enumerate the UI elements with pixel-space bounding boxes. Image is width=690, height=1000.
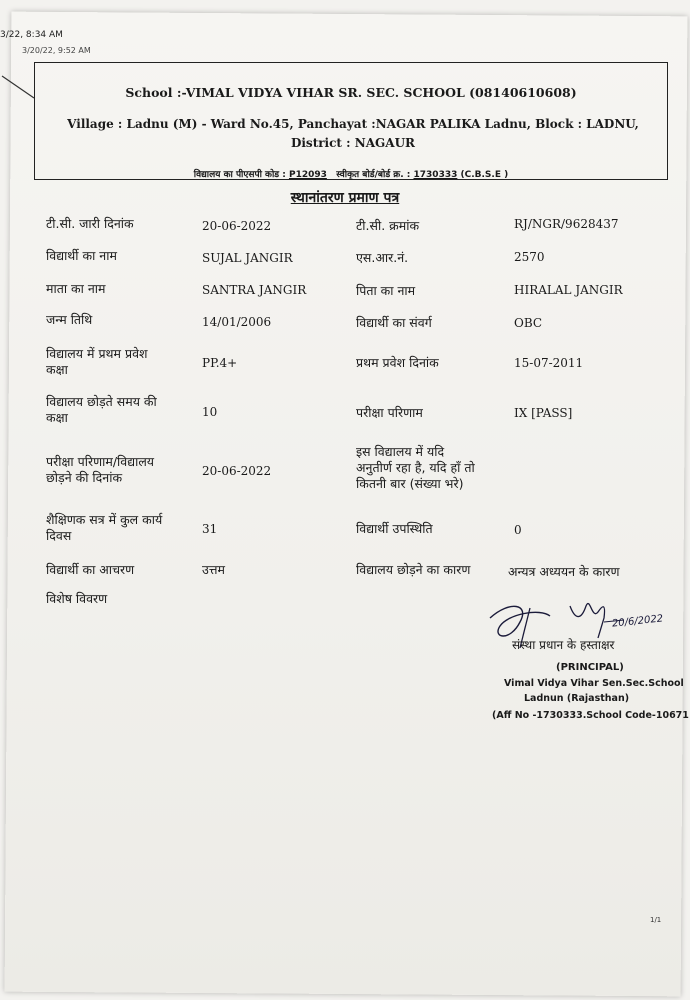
student-name-label: विद्यार्थी का नाम (46, 248, 117, 263)
page-number: 1/1 (650, 916, 662, 924)
failed-label-line1: इस विद्यालय में यदि (356, 444, 445, 459)
result-date-label-line2: छोड़ने की दिनांक (46, 470, 123, 485)
failed-label-line3: कितनी बार (संख्या भरे) (356, 476, 464, 491)
first-date: 15-07-2011 (514, 356, 584, 370)
working-days-label (46, 512, 162, 544)
conduct-label: विद्यार्थी का आचरण (46, 562, 135, 577)
father-name-label: पिता का नाम (356, 283, 416, 298)
signature-date: 20/6/2022 (611, 613, 664, 630)
attendance: 0 (514, 523, 522, 537)
dob: 14/01/2006 (202, 315, 272, 329)
faded-timestamp: 3/20/22, 9:52 AM (22, 46, 91, 55)
leaving-class-label-line2: कक्षा (46, 410, 68, 425)
failed-count-label (356, 444, 475, 492)
board-label: स्वीकृत बोर्ड/बोर्ड क्र. : (336, 170, 411, 180)
board-name: (C.B.S.E ) (460, 170, 509, 180)
board-code: 1730333 (413, 170, 458, 180)
first-date-label: प्रथम प्रवेश दिनांक (356, 355, 439, 370)
result-date: 20-06-2022 (202, 464, 272, 478)
stamp-principal: (PRINCIPAL) (556, 662, 624, 673)
sr-no-label: एस.आर.नं. (356, 250, 409, 265)
father-name: HIRALAL JANGIR (514, 283, 623, 297)
exam-result-label: परीक्षा परिणाम (356, 405, 423, 420)
school-header-box (34, 62, 668, 180)
failed-label-line2: अनुतीर्ण रहा है, यदि हाँ तो (356, 460, 475, 475)
signature-label: संस्था प्रधान के हस्ताक्षर (512, 638, 615, 652)
sr-no: 2570 (514, 250, 545, 264)
first-class-label-line2: कक्षा (46, 362, 68, 377)
category: OBC (514, 316, 543, 330)
tc-number: RJ/NGR/9628437 (514, 217, 619, 231)
result-date-label-line1: परीक्षा परिणाम/विद्यालय (46, 454, 155, 469)
school-name: School :-VIMAL VIDYA VIHAR SR. SEC. SCHOOL (08140610608) (125, 85, 577, 100)
print-timestamp: 3/22, 8:34 AM (0, 30, 63, 40)
tc-issue-date: 20-06-2022 (202, 219, 272, 233)
school-codes (35, 167, 667, 180)
leaving-reason-label: विद्यालय छोड़ने का कारण (356, 562, 471, 577)
first-class: PP.4+ (202, 356, 238, 370)
attendance-label: विद्यार्थी उपस्थिति (356, 521, 433, 536)
dob-label: जन्म तिथि (46, 312, 93, 327)
conduct: उत्तम (202, 562, 225, 577)
leaving-class-label (46, 394, 157, 426)
mother-name: SANTRA JANGIR (202, 283, 307, 297)
mother-name-label: माता का नाम (46, 281, 106, 296)
result-date-label (46, 454, 154, 486)
student-name: SUJAL JANGIR (202, 251, 293, 265)
leaving-class-label-line1: विद्यालय छोड़ते समय की (46, 394, 157, 409)
exam-result: IX [PASS] (514, 406, 573, 420)
leaving-reason: अन्यत्र अध्ययन के कारण (508, 564, 620, 579)
certificate-title: स्थानांतरण प्रमाण पत्र (290, 190, 400, 206)
first-class-label (46, 346, 148, 378)
stamp-affiliation: (Aff No -1730333.School Code-10671 (492, 710, 689, 721)
working-days: 31 (202, 522, 218, 536)
first-class-label-line1: विद्यालय में प्रथम प्रवेश (46, 346, 148, 361)
tc-issue-date-label: टी.सी. जारी दिनांक (46, 216, 134, 231)
tc-number-label: टी.सी. क्रमांक (356, 218, 420, 233)
category-label: विद्यार्थी का संवर्ग (356, 315, 432, 330)
psp-code-label: विद्यालय का पीएसपी कोड : (193, 170, 286, 180)
remarks-label: विशेष विवरण (46, 591, 108, 606)
stamp-school: Vimal Vidya Vihar Sen.Sec.School (504, 678, 684, 689)
stamp-place: Ladnun (Rajasthan) (524, 693, 630, 704)
working-days-label-line1: शैक्षिणक सत्र में कुल कार्य (46, 512, 163, 527)
leaving-class: 10 (202, 405, 218, 419)
psp-code: P12093 (288, 170, 327, 180)
working-days-label-line2: दिवस (46, 528, 72, 543)
school-address: Village : Ladnu (M) - Ward No.45, Panchayat :NAGAR PALIKA Ladnu, Block : LADNU, District : NAGAUR (67, 117, 639, 150)
